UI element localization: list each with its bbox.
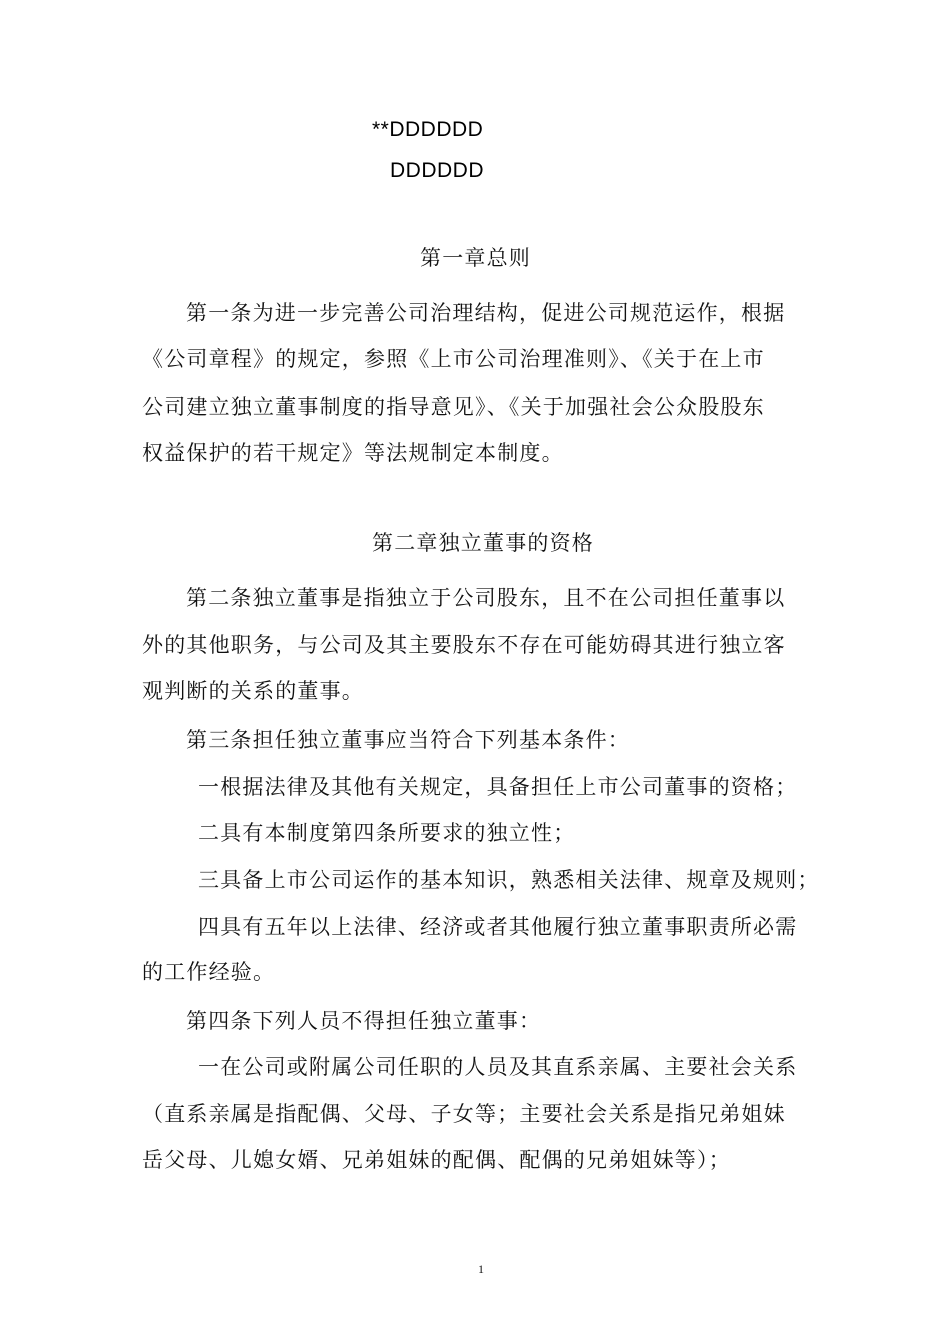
article-2-line-1: 第二条独立董事是指独立于公司股东，且不在公司担任董事以	[186, 586, 786, 610]
article-2-line-3: 观判断的关系的董事。	[142, 679, 364, 703]
article-3-item-4-cont: 的工作经验。	[142, 960, 276, 984]
article-1-line-4: 权益保护的若干规定》等法规制定本制度。	[142, 441, 564, 465]
page-number: 1	[478, 1262, 484, 1276]
document-title-line-1: **DDDDDD	[372, 118, 484, 141]
article-3-item-2: 二具有本制度第四条所要求的独立性；	[198, 821, 576, 845]
article-3-item-3: 三具备上市公司运作的基本知识，熟悉相关法律、规章及规则；	[198, 868, 820, 892]
article-4-heading: 第四条下列人员不得担任独立董事：	[186, 1009, 542, 1033]
article-4-item-1-cont-2: 岳父母、儿媳女婿、兄弟姐妹的配偶、配偶的兄弟姐妹等）；	[142, 1148, 731, 1172]
chapter-1-heading: 第一章总则	[420, 246, 531, 270]
article-4-item-1-cont-1: （直系亲属是指配偶、父母、子女等；主要社会关系是指兄弟姐妹	[142, 1102, 786, 1126]
chapter-2-heading: 第二章独立董事的资格	[372, 531, 594, 555]
article-1-line-1: 第一条为进一步完善公司治理结构，促进公司规范运作，根据	[186, 301, 786, 325]
article-4-item-1: 一在公司或附属公司任职的人员及其直系亲属、主要社会关系	[198, 1055, 798, 1079]
article-3-item-1: 一根据法律及其他有关规定，具备担任上市公司董事的资格；	[198, 775, 798, 799]
article-1-line-2: 《公司章程》的规定，参照《上市公司治理准则》、《关于在上市	[142, 347, 765, 371]
article-1-line-3: 公司建立独立董事制度的指导意见》、《关于加强社会公众股股东	[142, 395, 765, 419]
article-3-item-4: 四具有五年以上法律、经济或者其他履行独立董事职责所必需	[198, 915, 798, 939]
article-3-heading: 第三条担任独立董事应当符合下列基本条件：	[186, 728, 630, 752]
document-title-line-2: DDDDDD	[390, 159, 484, 182]
article-2-line-2: 外的其他职务，与公司及其主要股东不存在可能妨碍其进行独立客	[142, 633, 786, 657]
